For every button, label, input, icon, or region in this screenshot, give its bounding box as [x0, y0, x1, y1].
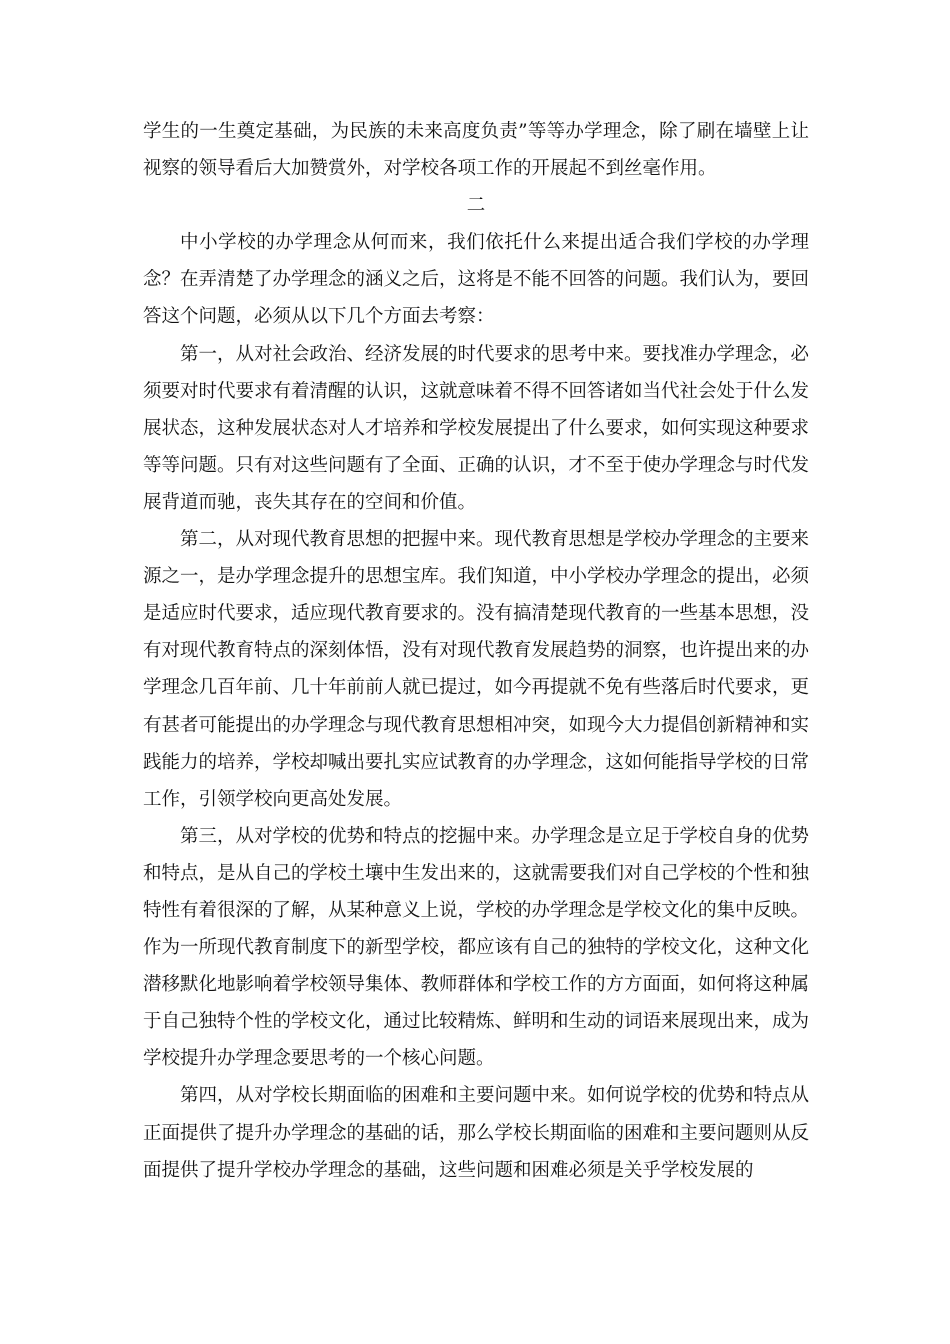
document-page	[143, 113, 809, 1189]
paragraph-continuation: 学生的一生奠定基础，为民族的未来高度负责”等等办学理念，除了刷在墙壁上让视察的领导看后大加赞赏外，对学校各项工作的开展起不到丝毫作用。	[143, 121, 809, 180]
paragraph-second: 第二，从对现代教育思想的把握中来。现代教育思想是学校办学理念的主要来源之一，是办学理念提升的思想宝库。我们知道，中小学校办学理念的提出，必须是适应时代要求，适应现代教育要求的。没有搞清楚现代教育的一些基本思想，没有对现代教育特点的深刻体悟，没有对现代教育发展趋势的洞察，也许提出来的办学理念几百年前、几十年前前人就已提过，如今再提就不免有些落后时代要求，更有甚者可能提出的办学理念与现代教育思想相冲突，如现今大力提倡创新精神和实践能力的培养，学校却喊出要扎实应试教育的办学理念，这如何能指导学校的日常工作，引领学校向更高处发展。	[143, 529, 810, 810]
section-heading: 二	[466, 195, 486, 217]
paragraph-third: 第三，从对学校的优势和特点的挖掘中来。办学理念是立足于学校自身的优势和特点，是从自己的学校土壤中生发出来的，这就需要我们对自己学校的个性和独特性有着很深的了解，从某种意义上说，学校的办学理念是学校文化的集中反映。作为一所现代教育制度下的新型学校，都应该有自己的独特的学校文化，这种文化潜移默化地影响着学校领导集体、教师群体和学校工作的方方面面，如何将这种属于自己独特个性的学校文化，通过比较精炼、鲜明和生动的词语来展现出来，成为学校提升办学理念要思考的一个核心问题。	[143, 825, 810, 1070]
paragraph-first: 第一，从对社会政治、经济发展的时代要求的思考中来。要找准办学理念，必须要对时代要求有着清醒的认识，这就意味着不得不回答诸如当代社会处于什么发展状态，这种发展状态对人才培养和学校发展提出了什么要求，如何实现这种要求等等问题。只有对这些问题有了全面、正确的认识，才不至于使办学理念与时代发展背道而驰，丧失其存在的空间和价值。	[143, 343, 810, 513]
paragraph-intro: 中小学校的办学理念从何而来，我们依托什么来提出适合我们学校的办学理念？在弄清楚了办学理念的涵义之后，这将是不能不回答的问题。我们认为，要回答这个问题，必须从以下几个方面去考察：	[143, 232, 810, 328]
paragraph-fourth: 第四，从对学校长期面临的困难和主要问题中来。如何说学校的优势和特点从正面提供了提升办学理念的基础的话，那么学校长期面临的困难和主要问题则从反面提供了提升学校办学理念的基础，这些问题和困难必须是关乎学校发展的	[143, 1085, 810, 1181]
